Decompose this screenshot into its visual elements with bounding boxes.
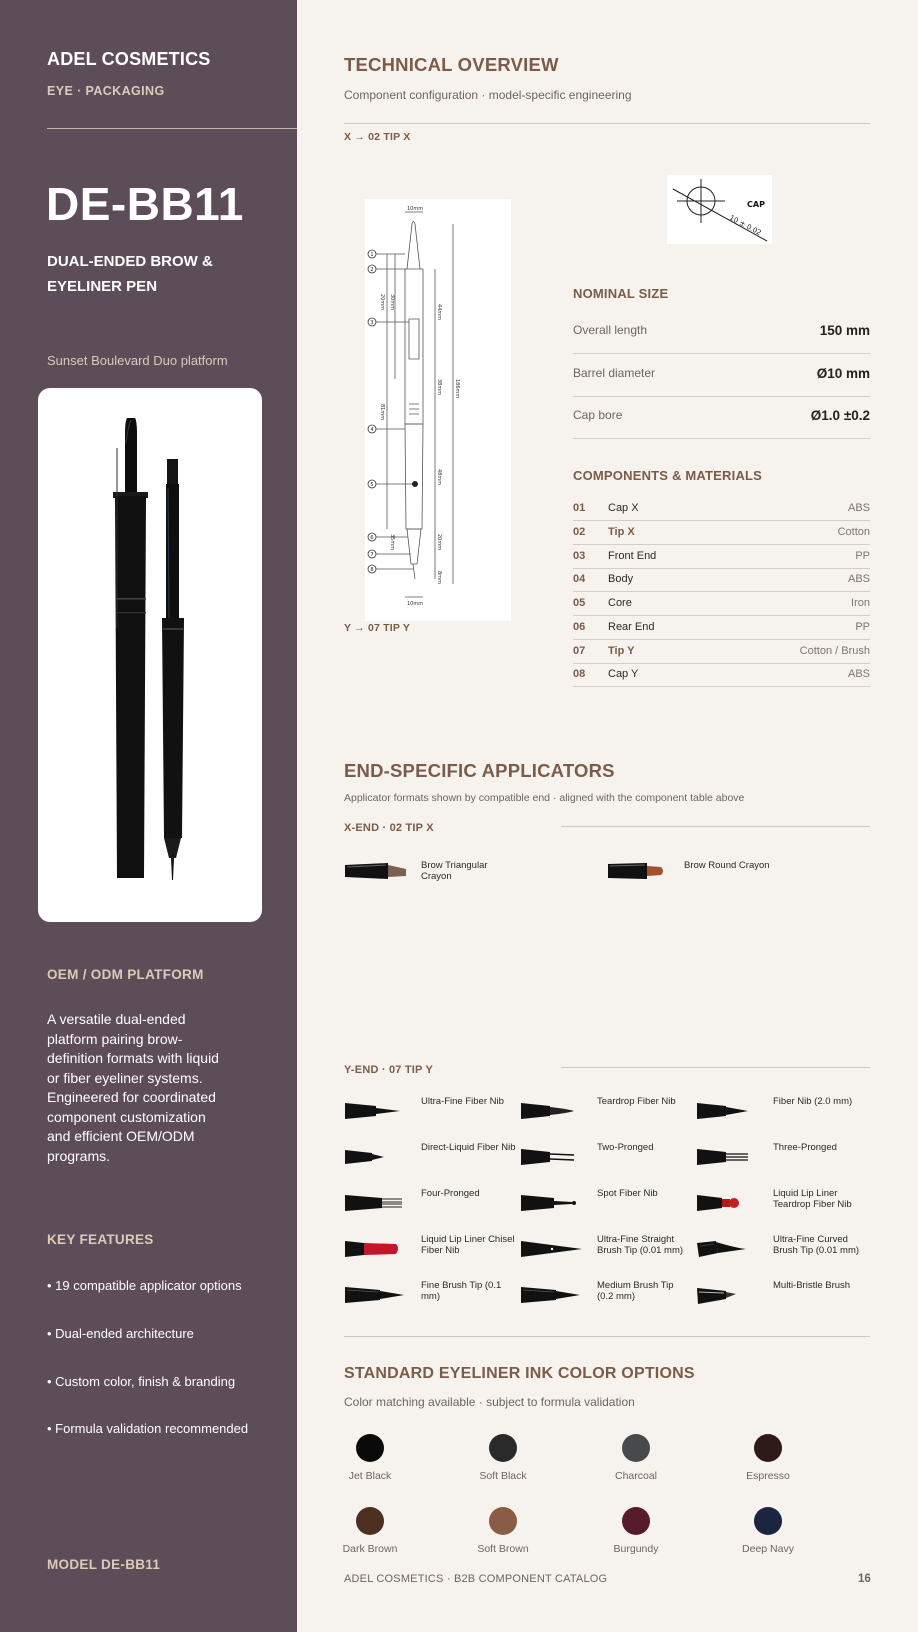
applicator-label: Spot Fiber Nib xyxy=(597,1188,658,1199)
applicator-label: Multi-Bristle Brush xyxy=(773,1280,851,1291)
color-name: Deep Navy xyxy=(742,1543,794,1555)
section-divider xyxy=(561,826,870,827)
cap-tolerance: 10 ± 0.02 xyxy=(728,213,763,238)
brand-category: EYE · PACKAGING xyxy=(47,84,165,98)
dim-label: 38mm xyxy=(436,379,442,396)
applicator-item xyxy=(344,1096,519,1126)
section-divider xyxy=(561,1067,870,1068)
component-number: 01 xyxy=(573,502,586,514)
straight-brush-icon xyxy=(520,1238,584,1260)
color-dot xyxy=(622,1434,650,1462)
component-name: Front End xyxy=(608,550,657,562)
component-row xyxy=(573,545,870,569)
component-material: Iron xyxy=(851,597,870,609)
nominal-row xyxy=(573,396,870,439)
components-title: COMPONENTS & MATERIALS xyxy=(573,468,763,483)
component-row xyxy=(573,497,870,521)
component-material: Cotton / Brush xyxy=(799,645,870,657)
ink-color-swatch xyxy=(453,1507,553,1555)
callout-1: 1 xyxy=(370,252,374,258)
color-name: Soft Brown xyxy=(477,1543,529,1555)
model-description: DUAL-ENDED BROW & EYELINER PEN xyxy=(47,253,213,295)
technical-overview-subtitle: Component configuration · model-specific engineering xyxy=(344,88,632,102)
platform-name: Sunset Boulevard Duo platform xyxy=(47,353,228,368)
ink-color-swatch xyxy=(320,1507,420,1555)
fiber-nib-icon xyxy=(344,1100,408,1122)
feature-item: • Formula validation recommended xyxy=(47,1421,249,1436)
sidebar xyxy=(0,0,297,1632)
applicator-label: Two-Pronged xyxy=(597,1142,654,1153)
dim-label: 44mm xyxy=(436,304,442,321)
applicator-item xyxy=(344,1142,519,1172)
callout-4: 4 xyxy=(370,427,374,433)
component-number: 05 xyxy=(573,597,586,609)
applicator-label: Fiber Nib (2.0 mm) xyxy=(773,1096,853,1107)
applicator-label: Four-Pronged xyxy=(421,1188,480,1199)
ink-colors-title: STANDARD EYELINER INK COLOR OPTIONS xyxy=(344,1365,695,1382)
key-features-heading: KEY FEATURES xyxy=(47,1232,154,1247)
x-end-applicators-label: X-END · 02 TIP X xyxy=(344,822,434,834)
color-name: Espresso xyxy=(746,1470,790,1482)
feature-item: • Custom color, finish & branding xyxy=(47,1374,236,1389)
applicator-item xyxy=(696,1188,871,1218)
component-material: ABS xyxy=(847,573,870,585)
lip-chisel-nib-icon xyxy=(344,1238,408,1260)
color-name: Charcoal xyxy=(614,1470,658,1482)
ink-color-swatch xyxy=(453,1434,553,1482)
nominal-size-title: NOMINAL SIZE xyxy=(573,286,669,301)
component-number: 07 xyxy=(573,645,586,657)
dim-label: 186mm xyxy=(454,379,460,399)
applicator-label: Liquid Lip Liner Teardrop Fiber Nib xyxy=(773,1188,852,1210)
callout-6: 6 xyxy=(370,535,374,541)
component-number: 02 xyxy=(573,526,586,538)
y-end-applicators-label: Y-END · 07 TIP Y xyxy=(344,1064,433,1076)
liquid-nib-icon xyxy=(344,1146,408,1168)
applicator-item xyxy=(696,1280,871,1310)
applicator-item xyxy=(344,856,519,886)
applicator-label: Direct-Liquid Fiber Nib xyxy=(421,1142,516,1153)
color-dot xyxy=(356,1434,384,1462)
cap-diagram xyxy=(667,175,772,244)
component-name: Tip X xyxy=(608,526,635,538)
applicator-label: Liquid Lip Liner Chisel Fiber Nib xyxy=(421,1234,515,1256)
technical-overview-title: TECHNICAL OVERVIEW xyxy=(344,54,559,75)
oem-heading: OEM / ODM PLATFORM xyxy=(47,967,204,982)
applicator-item xyxy=(344,1280,519,1310)
applicator-item xyxy=(520,1234,695,1264)
ink-color-swatch xyxy=(320,1434,420,1482)
applicator-item xyxy=(607,856,782,886)
color-dot xyxy=(356,1507,384,1535)
fiber-nib-icon xyxy=(696,1100,760,1122)
applicator-label: Brow Round Crayon xyxy=(684,860,770,871)
nominal-value: Ø10 mm xyxy=(816,366,870,381)
applicator-label: Brow Triangular Crayon xyxy=(421,860,488,882)
component-material: PP xyxy=(855,621,870,633)
applicator-label: Medium Brush Tip (0.2 mm) xyxy=(597,1280,674,1302)
component-number: 08 xyxy=(573,668,586,680)
applicators-subtitle: Applicator formats shown by compatible end · aligned with the component table above xyxy=(344,792,745,804)
dim-label: 81mm xyxy=(379,404,385,421)
dim-top: 10mm xyxy=(407,206,424,212)
component-name: Core xyxy=(608,597,632,609)
page-number: 16 xyxy=(858,1573,871,1585)
applicators-title: END-SPECIFIC APPLICATORS xyxy=(344,760,615,781)
component-name: Cap X xyxy=(608,502,639,514)
two-pronged-icon xyxy=(520,1146,584,1168)
component-row xyxy=(573,640,870,664)
feature-item: • 19 compatible applicator options xyxy=(47,1278,242,1293)
section-divider xyxy=(344,123,870,124)
applicator-label: Fine Brush Tip (0.1 mm) xyxy=(421,1280,502,1302)
callout-8: 8 xyxy=(370,567,374,573)
model-footer: MODEL DE-BB11 xyxy=(47,1557,161,1572)
fine-brush-icon xyxy=(344,1284,408,1306)
three-pronged-icon xyxy=(696,1146,760,1168)
applicator-item xyxy=(344,1188,519,1218)
component-name: Body xyxy=(608,573,634,585)
applicator-item xyxy=(520,1096,695,1126)
nominal-label: Overall length xyxy=(573,323,648,337)
component-row xyxy=(573,616,870,640)
x-end-label: X → 02 TIP X xyxy=(344,131,411,143)
component-number: 04 xyxy=(573,573,586,585)
brow-crayon-icon xyxy=(607,860,671,882)
cap-section-drawing xyxy=(667,175,772,244)
multi-bristle-brush-icon xyxy=(696,1284,760,1306)
nominal-label: Barrel diameter xyxy=(573,366,656,380)
applicator-label: Teardrop Fiber Nib xyxy=(597,1096,676,1107)
applicator-item xyxy=(696,1096,871,1126)
applicator-item xyxy=(696,1234,871,1264)
applicator-item xyxy=(520,1142,695,1172)
catalog-footer: ADEL COSMETICS · B2B COMPONENT CATALOG xyxy=(344,1573,608,1585)
callout-3: 3 xyxy=(370,320,374,326)
callout-2: 2 xyxy=(370,267,374,273)
product-pens-image xyxy=(38,388,262,922)
technical-drawing xyxy=(365,199,511,621)
dim-label: 48mm xyxy=(436,469,442,486)
nominal-row xyxy=(573,354,870,397)
component-number: 06 xyxy=(573,621,586,633)
ink-colors-subtitle: Color matching available · subject to formula validation xyxy=(344,1395,635,1409)
nominal-value: Ø1.0 ±0.2 xyxy=(810,408,870,423)
y-end-label: Y → 07 TIP Y xyxy=(344,622,411,634)
spot-nib-icon xyxy=(520,1192,584,1214)
ink-color-swatch xyxy=(718,1434,818,1482)
nominal-label: Cap bore xyxy=(573,408,623,422)
color-dot xyxy=(489,1507,517,1535)
callout-5: 5 xyxy=(370,482,374,488)
sidebar-divider xyxy=(47,128,297,129)
dim-label: 30mm xyxy=(389,294,395,311)
dim-label: 35mm xyxy=(389,534,395,551)
applicator-item xyxy=(520,1280,695,1310)
oem-description: A versatile dual-ended platform pairing brow-definition formats with liquid or fiber eyeliner systems. Engineered for coordinated component customization and efficient OEM/ODM programs. xyxy=(47,1011,219,1164)
ink-color-swatch xyxy=(718,1507,818,1555)
nominal-value: 150 mm xyxy=(819,323,870,338)
pen-blueprint xyxy=(365,199,511,621)
applicator-item xyxy=(344,1234,519,1264)
brand-name: ADEL COSMETICS xyxy=(47,49,211,69)
component-material: ABS xyxy=(847,668,870,680)
applicator-item xyxy=(696,1142,871,1172)
applicator-label: Ultra-Fine Straight Brush Tip (0.01 mm) xyxy=(597,1234,684,1256)
nominal-row xyxy=(573,311,870,354)
applicator-label: Ultra-Fine Curved Brush Tip (0.01 mm) xyxy=(773,1234,860,1256)
applicator-label: Ultra-Fine Fiber Nib xyxy=(421,1096,504,1107)
ink-color-swatch xyxy=(586,1434,686,1482)
brow-crayon-icon xyxy=(344,860,408,882)
component-number: 03 xyxy=(573,550,586,562)
component-name: Cap Y xyxy=(608,668,639,680)
component-row xyxy=(573,592,870,616)
component-row xyxy=(573,568,870,592)
color-dot xyxy=(622,1507,650,1535)
component-name: Tip Y xyxy=(608,645,635,657)
model-number: DE-BB11 xyxy=(46,178,244,230)
color-dot xyxy=(489,1434,517,1462)
feature-item: • Dual-ended architecture xyxy=(47,1326,194,1341)
callout-7: 7 xyxy=(370,552,374,558)
color-dot xyxy=(754,1507,782,1535)
dim-label: 20mm xyxy=(436,534,442,551)
product-image-card xyxy=(38,388,262,922)
component-material: PP xyxy=(855,550,870,562)
component-row xyxy=(573,521,870,545)
color-dot xyxy=(754,1434,782,1462)
applicator-item xyxy=(520,1188,695,1218)
component-row xyxy=(573,663,870,687)
cap-label: CAP xyxy=(747,200,765,209)
color-name: Burgundy xyxy=(613,1543,659,1555)
lip-teardrop-nib-icon xyxy=(696,1192,760,1214)
section-divider xyxy=(344,1336,870,1337)
medium-brush-icon xyxy=(520,1284,584,1306)
dim-label: 20mm xyxy=(379,294,385,311)
component-material: ABS xyxy=(847,502,870,514)
applicator-label: Three-Pronged xyxy=(773,1142,837,1153)
ink-color-swatch xyxy=(586,1507,686,1555)
four-pronged-icon xyxy=(344,1192,408,1214)
color-name: Soft Black xyxy=(479,1470,527,1482)
component-material: Cotton xyxy=(837,526,870,538)
dim-bottom: 10mm xyxy=(407,601,424,607)
component-name: Rear End xyxy=(608,621,655,633)
color-name: Jet Black xyxy=(348,1470,392,1482)
color-name: Dark Brown xyxy=(342,1543,398,1555)
dim-label: 8mm xyxy=(436,571,442,584)
teardrop-nib-icon xyxy=(520,1100,584,1122)
curved-brush-icon xyxy=(696,1238,760,1260)
